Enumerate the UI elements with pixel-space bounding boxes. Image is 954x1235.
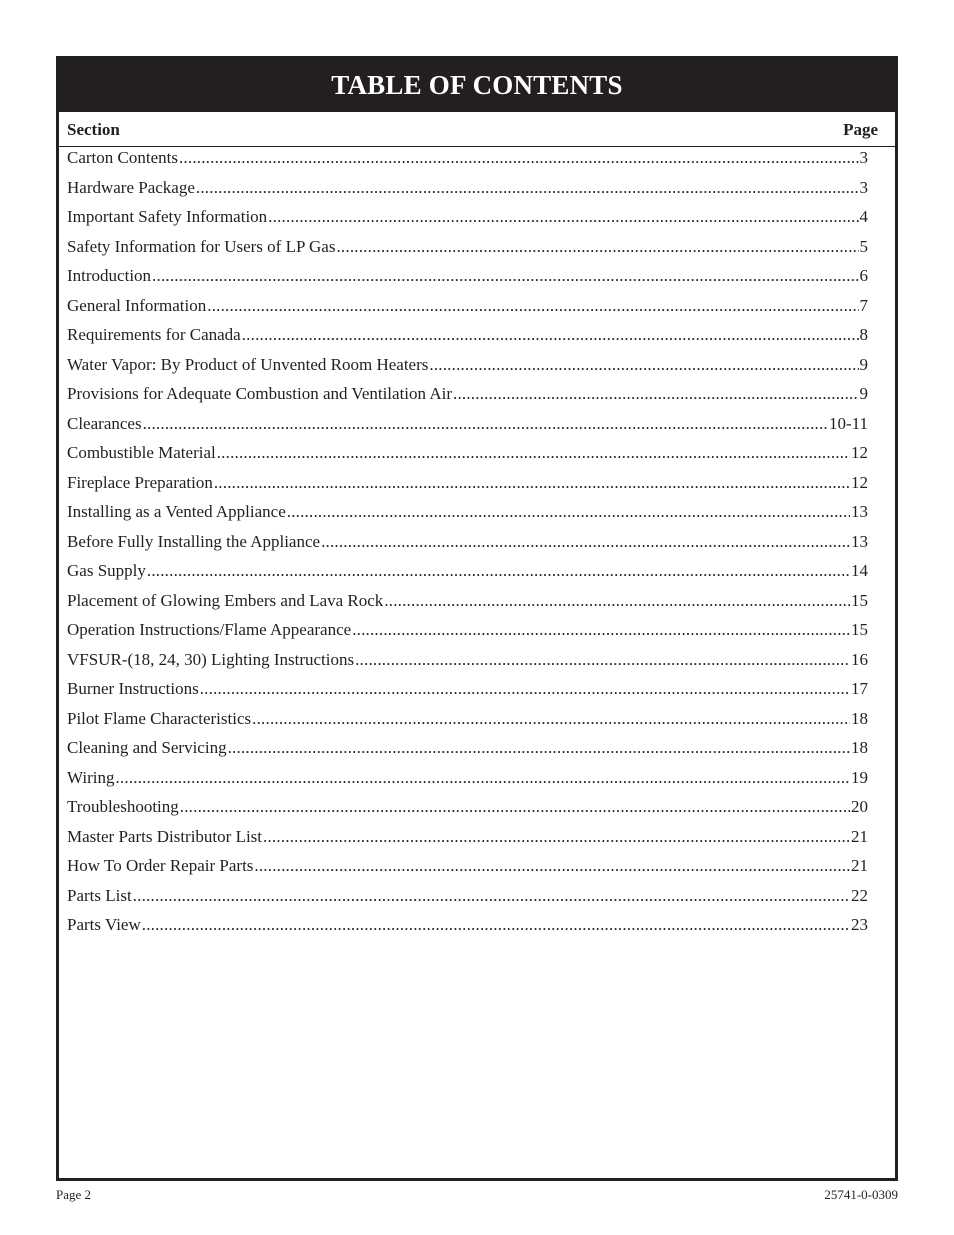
dot-leader xyxy=(147,561,850,581)
toc-entry-page: 15 xyxy=(851,590,868,610)
dot-leader xyxy=(228,738,850,758)
title-bar xyxy=(59,59,895,112)
toc-entry xyxy=(67,709,868,733)
toc-entry xyxy=(67,207,868,231)
toc-entry-page: 22 xyxy=(851,885,868,905)
toc-entry-page: 18 xyxy=(851,708,868,728)
toc-entry-label: VFSUR-(18, 24, 30) Lighting Instructions xyxy=(67,649,355,669)
toc-entry-page: 12 xyxy=(851,443,868,462)
toc-entry-page: 17 xyxy=(851,679,868,698)
toc-entry-label: Operation Instructions/Flame Appearance xyxy=(67,620,352,639)
dot-leader xyxy=(287,502,850,522)
toc-entry xyxy=(67,532,868,556)
toc-entry-page: 15 xyxy=(851,620,868,639)
toc-entry xyxy=(67,148,868,172)
toc-entry xyxy=(67,266,868,290)
footer-document-code: 25741-0-0309 xyxy=(824,1187,898,1202)
toc-entry xyxy=(67,443,868,467)
dot-leader xyxy=(268,207,858,227)
toc-entry-page: 20 xyxy=(851,797,868,816)
dot-leader xyxy=(115,768,850,788)
dot-leader xyxy=(242,325,859,345)
toc-entry-page: 23 xyxy=(851,915,868,934)
dot-leader xyxy=(321,532,850,552)
toc-entry-label: Clearances xyxy=(67,413,142,433)
toc-entry-label: Fireplace Preparation xyxy=(67,472,213,492)
dot-leader xyxy=(352,620,850,640)
toc-entry-label: Burner Instructions xyxy=(67,679,199,698)
toc-entry-page: 9 xyxy=(859,354,868,374)
dot-leader xyxy=(384,591,850,611)
toc-entry xyxy=(67,915,868,939)
toc-entry xyxy=(67,355,868,379)
dot-leader xyxy=(152,266,858,286)
toc-entry-page: 10-11 xyxy=(828,413,868,433)
toc-entry-label: Provisions for Adequate Combustion and Ventilation Air xyxy=(67,384,452,403)
toc-entry-page: 8 xyxy=(859,325,868,344)
toc-entry-label: Pilot Flame Characteristics xyxy=(67,708,252,728)
toc-entry xyxy=(67,620,868,644)
toc-entry xyxy=(67,738,868,762)
dot-leader xyxy=(200,679,850,699)
dot-leader xyxy=(207,296,858,316)
toc-entry-label: Installing as a Vented Appliance xyxy=(67,502,286,521)
toc-entry-page: 5 xyxy=(859,236,868,256)
toc-entry-page: 6 xyxy=(859,266,868,285)
toc-entry xyxy=(67,886,868,910)
toc-entry-page: 16 xyxy=(851,649,868,669)
toc-entry-label: Requirements for Canada xyxy=(67,325,241,344)
toc-entry xyxy=(67,237,868,261)
dot-leader xyxy=(355,650,850,670)
toc-entry-label: Introduction xyxy=(67,266,152,285)
toc-entry xyxy=(67,856,868,880)
toc-entry-label: Safety Information for Users of LP Gas xyxy=(67,236,336,256)
toc-entry-page: 21 xyxy=(851,856,868,875)
toc-entry-page: 3 xyxy=(859,177,868,197)
toc-entry-page: 21 xyxy=(851,826,868,846)
toc-entry-label: Carton Contents xyxy=(67,148,178,167)
dot-leader xyxy=(263,827,850,847)
toc-entry xyxy=(67,325,868,349)
toc-entry-page: 13 xyxy=(851,502,868,521)
toc-entry-label: Troubleshooting xyxy=(67,797,179,816)
dot-leader xyxy=(143,414,828,434)
toc-entry xyxy=(67,178,868,202)
toc-entry xyxy=(67,414,868,438)
toc-entry xyxy=(67,473,868,497)
toc-entry-page: 7 xyxy=(859,295,868,315)
toc-entry-page: 14 xyxy=(851,561,868,580)
toc-entry-page: 18 xyxy=(851,738,868,757)
toc-entry-label: Important Safety Information xyxy=(67,207,268,226)
dot-leader xyxy=(196,178,859,198)
toc-entry xyxy=(67,591,868,615)
toc-frame xyxy=(56,56,898,1181)
dot-leader xyxy=(254,856,850,876)
dot-leader xyxy=(336,237,858,257)
toc-entry-label: How To Order Repair Parts xyxy=(67,856,254,875)
dot-leader xyxy=(429,355,858,375)
toc-entry-page: 9 xyxy=(859,384,868,403)
toc-entry-page: 4 xyxy=(859,207,868,226)
toc-entry xyxy=(67,502,868,526)
dot-leader xyxy=(180,797,850,817)
footer-page-number: Page 2 xyxy=(56,1187,92,1202)
toc-entry xyxy=(67,768,868,792)
toc-entry xyxy=(67,797,868,821)
toc-entry-label: Water Vapor: By Product of Unvented Room Heaters xyxy=(67,354,429,374)
toc-entry-page: 12 xyxy=(851,472,868,492)
toc-entry-label: Cleaning and Servicing xyxy=(67,738,227,757)
dot-leader xyxy=(133,886,850,906)
dot-leader xyxy=(142,915,850,935)
toc-entry-label: Gas Supply xyxy=(67,561,146,580)
toc-entry-label: Combustible Material xyxy=(67,443,216,462)
dot-leader xyxy=(214,473,850,493)
toc-entry xyxy=(67,384,868,408)
toc-entry-label: General Information xyxy=(67,295,207,315)
toc-entry xyxy=(67,827,868,851)
toc-entry-label: Parts View xyxy=(67,915,141,934)
section-column-header: Section xyxy=(67,120,120,139)
toc-entry-page: 3 xyxy=(859,148,868,167)
toc-entry-page: 19 xyxy=(851,767,868,787)
dot-leader xyxy=(217,443,850,463)
toc-entry-label: Wiring xyxy=(67,767,115,787)
toc-entry-label: Placement of Glowing Embers and Lava Rock xyxy=(67,590,384,610)
page-column-header: Page xyxy=(843,120,878,139)
toc-entry-label: Before Fully Installing the Appliance xyxy=(67,531,321,551)
toc-entry xyxy=(67,296,868,320)
dot-leader xyxy=(252,709,850,729)
toc-entry-label: Hardware Package xyxy=(67,177,195,197)
toc-entry xyxy=(67,561,868,585)
toc-entry-label: Parts List xyxy=(67,885,132,905)
toc-entry xyxy=(67,679,868,703)
toc-header-row xyxy=(59,112,895,147)
toc-entry-label: Master Parts Distributor List xyxy=(67,826,263,846)
page-title: TABLE OF CONTENTS xyxy=(331,70,623,100)
toc-entry-page: 13 xyxy=(851,531,868,551)
toc-entry xyxy=(67,650,868,674)
dot-leader xyxy=(179,148,859,168)
dot-leader xyxy=(453,384,859,404)
